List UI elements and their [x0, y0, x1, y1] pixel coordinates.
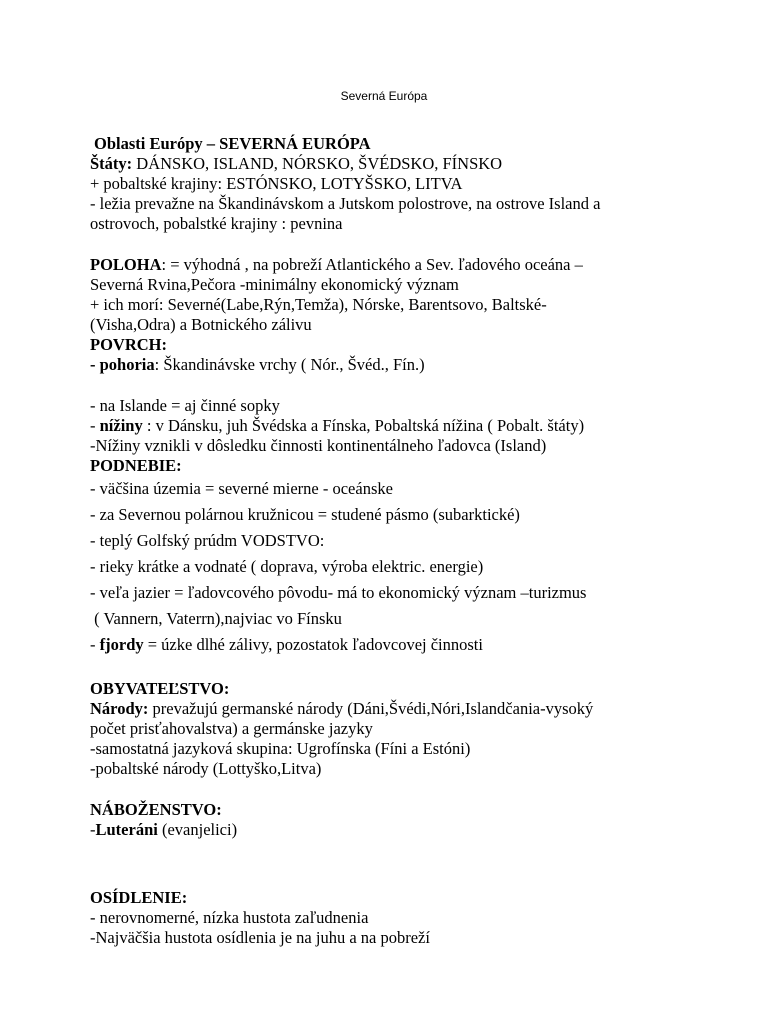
nabozenstvo-heading: NÁBOŽENSTVO:: [90, 800, 222, 819]
narody-label: Národy:: [90, 699, 149, 718]
osidlenie-heading: OSÍDLENIE:: [90, 888, 188, 907]
niziny-origin-line: -Nížiny vznikli v dôsledku činnosti kontinentálneho ľadovca (Island): [90, 436, 547, 455]
podnebie-item: - väčšina územia = severné mierne - oceánske: [90, 479, 393, 498]
spacer: [90, 658, 690, 679]
spacer: [90, 779, 690, 800]
niziny-line: - nížiny : v Dánsku, juh Švédska a Fínska, Pobaltská nížina ( Pobalt. štáty): [90, 416, 585, 435]
fjordy-label: fjordy: [99, 635, 144, 654]
poloha-label: POLOHA: [90, 255, 162, 274]
location-line-1: - ležia prevažne na Škandinávskom a Jutskom polostrove, na ostrove Island a: [90, 194, 601, 213]
baltic-states-line: + pobaltské krajiny: ESTÓNSKO, LOTYŠSKO, LITVA: [90, 174, 463, 193]
states-line: [90, 154, 690, 174]
header-title: Severná Európa: [340, 89, 428, 103]
intro-heading: Oblasti Európy – SEVERNÁ EURÓPA: [94, 134, 371, 153]
fjordy-line: - fjordy = úzke dlhé zálivy, pozostatok ľadovcovej činnosti: [90, 635, 483, 654]
obyvatelstvo-heading: OBYVATEĽSTVO:: [90, 679, 230, 698]
luterani-label: Luteráni: [95, 820, 158, 839]
document-body: [90, 134, 690, 948]
podnebie-item: - za Severnou polárnou kružnicou = studené pásmo (subarktické): [90, 505, 520, 524]
poloha-line-2: Severná Rvina,Pečora -minimálny ekonomický význam: [90, 275, 459, 294]
niziny-label: nížiny: [99, 416, 143, 435]
podnebie-item: - teplý Golfský prúdm VODSTVO:: [90, 531, 325, 550]
ugro-line: -samostatná jazyková skupina: Ugrofínska (Fíni a Estóni): [90, 739, 471, 758]
location-line-2: ostrovoch, pobalstké krajiny : pevnina: [90, 214, 343, 233]
narody-line: Národy: prevažujú germanské národy (Dáni,Švédi,Nóri,Islandčania-vysoký: [90, 699, 594, 718]
states-value: DÁNSKO, ISLAND, NÓRSKO, ŠVÉDSKO, FÍNSKO: [132, 154, 503, 173]
narody-line-2: počet prisťahovalstva) a germánske jazyky: [90, 719, 373, 738]
page-header: [0, 89, 768, 103]
spacer: [90, 840, 690, 888]
island-line: - na Islande = aj činné sopky: [90, 396, 280, 415]
podnebie-heading: PODNEBIE:: [90, 456, 182, 475]
povrch-heading: POVRCH:: [90, 335, 167, 354]
osidlenie-item-1: - nerovnomerné, nízka hustota zaľudnenia: [90, 908, 369, 927]
podnebie-item: ( Vannern, Vaterrn),najviac vo Fínsku: [90, 609, 342, 628]
osidlenie-item-2: -Najväčšia hustota osídlenia je na juhu a na pobreží: [90, 928, 430, 947]
podnebie-item: - veľa jazier = ľadovcového pôvodu- má to ekonomický význam –turizmus: [90, 583, 587, 602]
poloha-line-4: (Visha,Odra) a Botnického zálivu: [90, 315, 312, 334]
baltic-nations-line: -pobaltské národy (Lottyško,Litva): [90, 759, 322, 778]
pohoria-label: pohoria: [99, 355, 155, 374]
podnebie-item: - rieky krátke a vodnaté ( doprava, výroba elektric. energie): [90, 557, 484, 576]
spacer: [90, 234, 690, 255]
spacer: [90, 375, 690, 396]
pohoria-line: - pohoria: Škandinávske vrchy ( Nór., Švéd., Fín.): [90, 355, 425, 374]
poloha-line-3: + ich morí: Severné(Labe,Rýn,Temža), Nórske, Barentsovo, Baltské-: [90, 295, 547, 314]
states-label: Štáty:: [90, 154, 133, 173]
poloha-line-1: POLOHA: = výhodná , na pobreží Atlantického a Sev. ľadového oceána –: [90, 255, 583, 274]
luterani-line: -Luteráni (evanjelici): [90, 820, 238, 839]
